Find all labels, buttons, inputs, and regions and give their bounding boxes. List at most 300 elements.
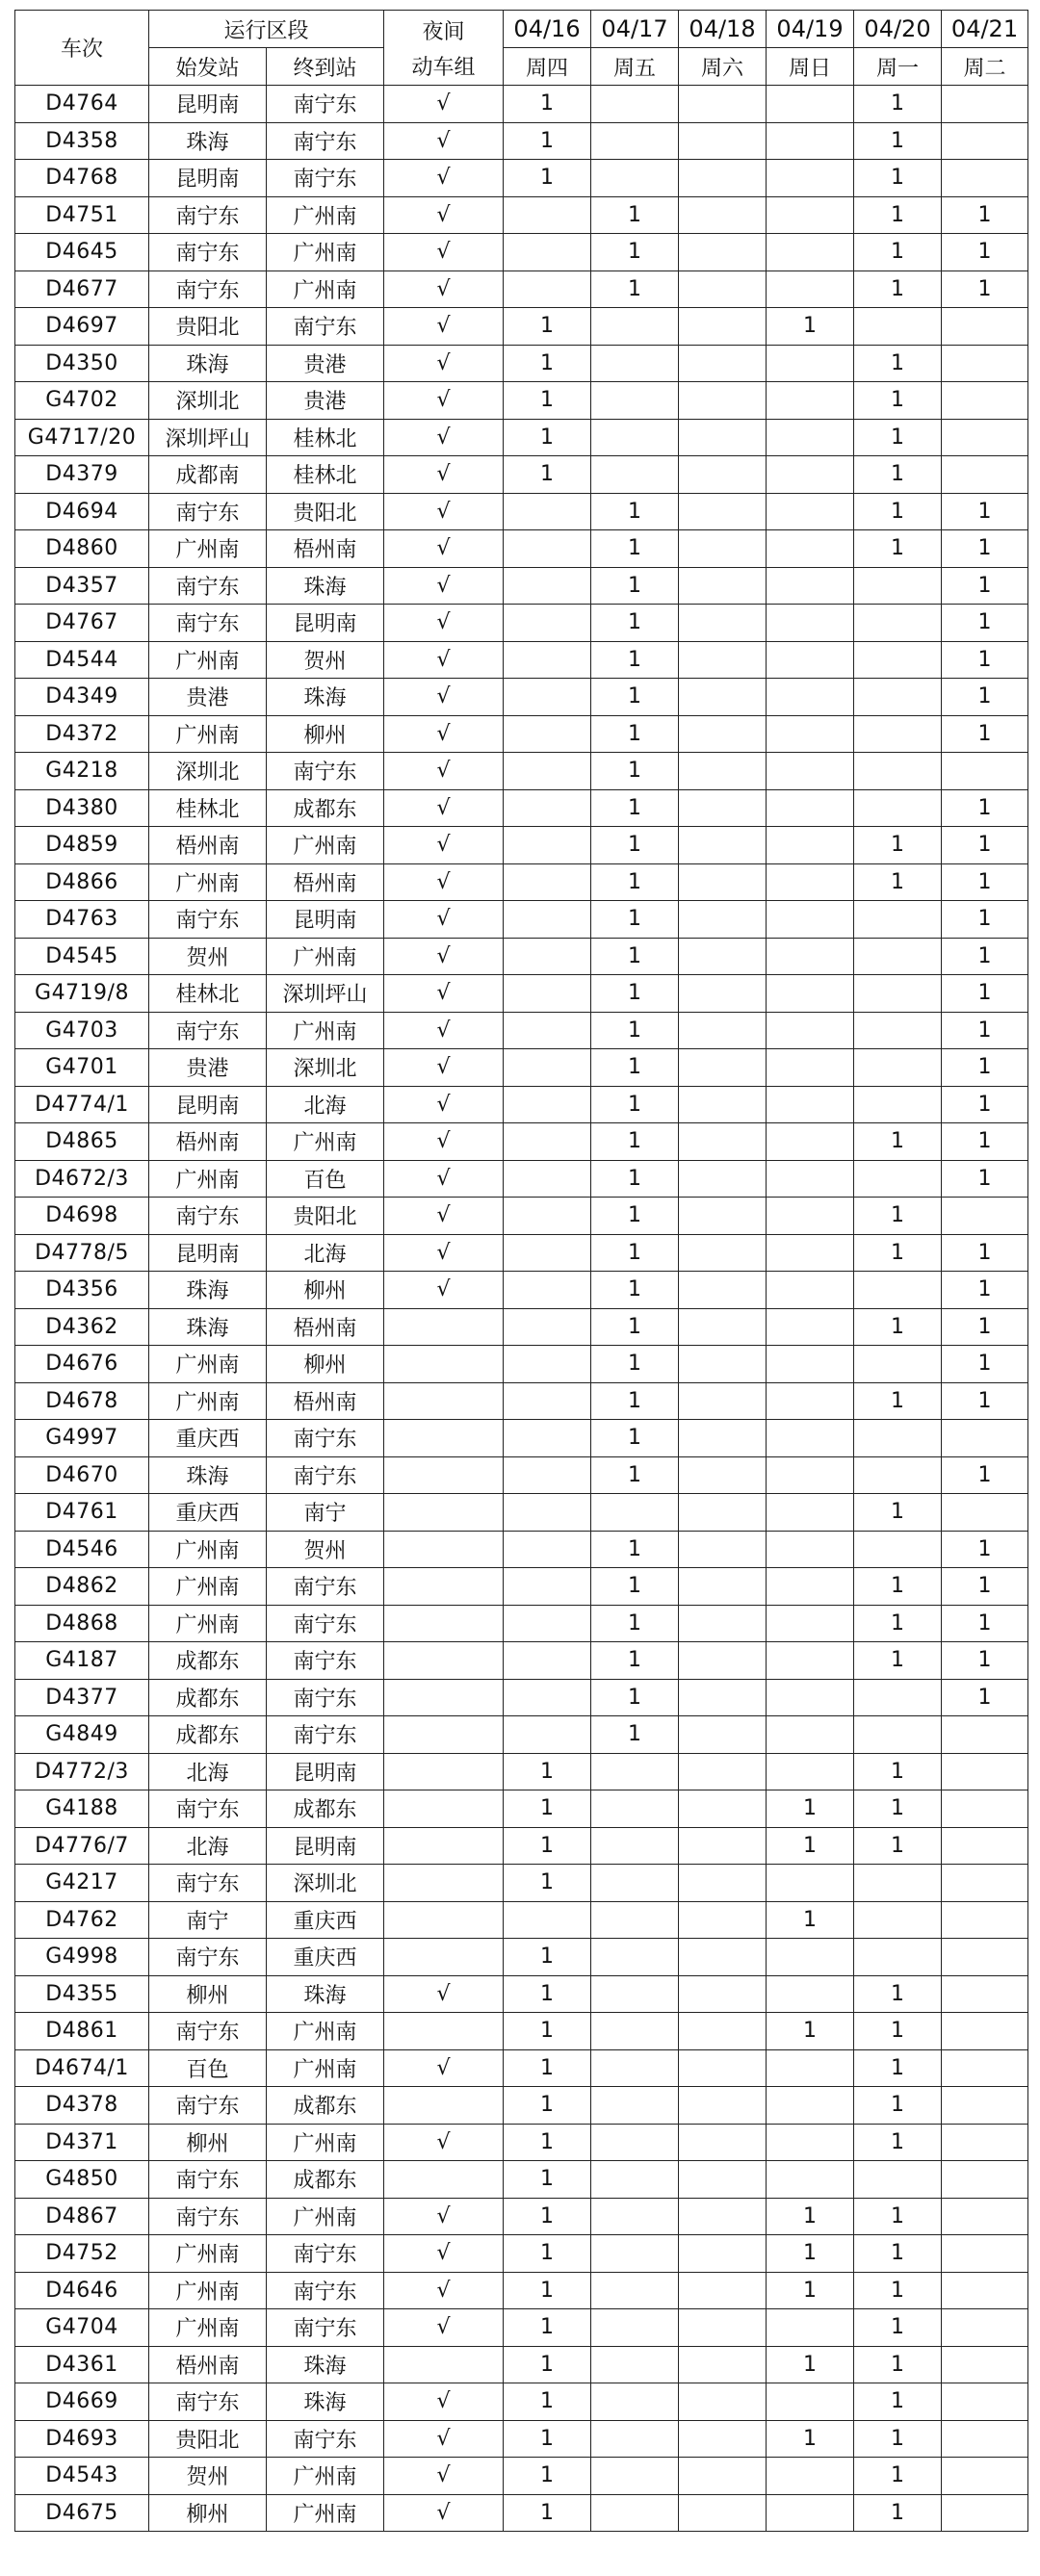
day-6-cell: 1 bbox=[942, 1531, 1028, 1568]
day-3-cell bbox=[679, 86, 767, 123]
day-1-cell bbox=[504, 493, 591, 530]
day-6-cell: 1 bbox=[942, 1568, 1028, 1606]
day-2-cell bbox=[591, 308, 679, 346]
train-number-cell: D4379 bbox=[15, 456, 149, 494]
night-emu-cell: √ bbox=[384, 2420, 504, 2458]
day-6-cell bbox=[942, 1198, 1028, 1235]
train-number-cell: G4717/20 bbox=[15, 419, 149, 456]
night-emu-cell: √ bbox=[384, 567, 504, 605]
day-3-cell bbox=[679, 345, 767, 382]
day-3-cell bbox=[679, 122, 767, 160]
day-5-cell: 1 bbox=[854, 1494, 942, 1532]
table-row bbox=[15, 2420, 1028, 2458]
header-date-5: 04/20 bbox=[854, 11, 942, 48]
destination-station-cell: 南宁东 bbox=[267, 122, 384, 160]
destination-station-cell: 北海 bbox=[267, 1086, 384, 1123]
destination-station-cell: 南宁东 bbox=[267, 2420, 384, 2458]
train-number-cell: D4861 bbox=[15, 2013, 149, 2050]
destination-station-cell: 南宁东 bbox=[267, 1679, 384, 1716]
day-4-cell bbox=[767, 2309, 854, 2347]
day-3-cell bbox=[679, 938, 767, 975]
train-number-cell: D4362 bbox=[15, 1308, 149, 1346]
day-1-cell bbox=[504, 1901, 591, 1939]
train-number-cell: D4675 bbox=[15, 2494, 149, 2532]
origin-station-cell: 贺州 bbox=[149, 938, 267, 975]
day-5-cell bbox=[854, 1939, 942, 1976]
table-row bbox=[15, 86, 1028, 123]
day-6-cell bbox=[942, 308, 1028, 346]
destination-station-cell: 昆明南 bbox=[267, 1827, 384, 1865]
destination-station-cell: 广州南 bbox=[267, 270, 384, 308]
day-3-cell bbox=[679, 2494, 767, 2532]
destination-station-cell: 南宁东 bbox=[267, 308, 384, 346]
day-6-cell bbox=[942, 160, 1028, 197]
table-row bbox=[15, 1716, 1028, 1754]
day-1-cell bbox=[504, 1198, 591, 1235]
destination-station-cell: 广州南 bbox=[267, 2124, 384, 2161]
day-2-cell bbox=[591, 1494, 679, 1532]
night-emu-cell: √ bbox=[384, 2198, 504, 2235]
table-row bbox=[15, 2124, 1028, 2161]
night-emu-cell: √ bbox=[384, 1086, 504, 1123]
day-2-cell bbox=[591, 2309, 679, 2347]
day-5-cell bbox=[854, 2161, 942, 2199]
day-1-cell: 1 bbox=[504, 2272, 591, 2309]
header-date-3: 04/18 bbox=[679, 11, 767, 48]
night-emu-cell: √ bbox=[384, 605, 504, 642]
night-emu-cell bbox=[384, 1865, 504, 1902]
night-emu-cell: √ bbox=[384, 2049, 504, 2087]
destination-station-cell: 南宁东 bbox=[267, 753, 384, 790]
destination-station-cell: 南宁东 bbox=[267, 2235, 384, 2273]
day-5-cell bbox=[854, 1420, 942, 1457]
day-5-cell: 1 bbox=[854, 234, 942, 271]
day-5-cell: 1 bbox=[854, 1975, 942, 2013]
origin-station-cell: 南宁东 bbox=[149, 2013, 267, 2050]
day-4-cell: 1 bbox=[767, 1827, 854, 1865]
origin-station-cell: 南宁东 bbox=[149, 1865, 267, 1902]
day-5-cell bbox=[854, 975, 942, 1013]
origin-station-cell: 珠海 bbox=[149, 1456, 267, 1494]
day-1-cell: 1 bbox=[504, 2309, 591, 2347]
day-2-cell: 1 bbox=[591, 1272, 679, 1309]
day-3-cell bbox=[679, 419, 767, 456]
day-2-cell: 1 bbox=[591, 567, 679, 605]
day-5-cell: 1 bbox=[854, 345, 942, 382]
day-6-cell bbox=[942, 2494, 1028, 2532]
night-emu-cell bbox=[384, 1716, 504, 1754]
night-emu-cell bbox=[384, 1382, 504, 1420]
night-emu-cell bbox=[384, 1568, 504, 1606]
day-2-cell bbox=[591, 382, 679, 420]
destination-station-cell: 深圳北 bbox=[267, 1049, 384, 1087]
table-row bbox=[15, 1605, 1028, 1642]
origin-station-cell: 广州南 bbox=[149, 715, 267, 753]
night-emu-cell: √ bbox=[384, 86, 504, 123]
destination-station-cell: 贵港 bbox=[267, 382, 384, 420]
day-6-cell: 1 bbox=[942, 1049, 1028, 1087]
train-number-cell: D4694 bbox=[15, 493, 149, 530]
origin-station-cell: 成都东 bbox=[149, 1679, 267, 1716]
day-4-cell bbox=[767, 567, 854, 605]
day-2-cell: 1 bbox=[591, 1420, 679, 1457]
table-row bbox=[15, 1272, 1028, 1309]
day-6-cell: 1 bbox=[942, 901, 1028, 939]
day-4-cell bbox=[767, 86, 854, 123]
origin-station-cell: 贵港 bbox=[149, 679, 267, 716]
destination-station-cell: 柳州 bbox=[267, 715, 384, 753]
table-row bbox=[15, 863, 1028, 901]
header-weekday-4: 周日 bbox=[767, 48, 854, 86]
day-3-cell bbox=[679, 308, 767, 346]
day-1-cell bbox=[504, 1531, 591, 1568]
day-5-cell: 1 bbox=[854, 2458, 942, 2495]
origin-station-cell: 珠海 bbox=[149, 345, 267, 382]
day-1-cell: 1 bbox=[504, 456, 591, 494]
day-6-cell: 1 bbox=[942, 715, 1028, 753]
destination-station-cell: 梧州南 bbox=[267, 1382, 384, 1420]
day-3-cell bbox=[679, 1568, 767, 1606]
origin-station-cell: 梧州南 bbox=[149, 1123, 267, 1161]
day-4-cell bbox=[767, 975, 854, 1013]
destination-station-cell: 南宁东 bbox=[267, 1568, 384, 1606]
day-5-cell: 1 bbox=[854, 2346, 942, 2383]
day-1-cell bbox=[504, 938, 591, 975]
day-3-cell bbox=[679, 1531, 767, 1568]
night-emu-cell bbox=[384, 1531, 504, 1568]
night-emu-cell: √ bbox=[384, 2309, 504, 2347]
day-5-cell: 1 bbox=[854, 419, 942, 456]
day-3-cell bbox=[679, 1012, 767, 1049]
destination-station-cell: 北海 bbox=[267, 1234, 384, 1272]
day-1-cell bbox=[504, 270, 591, 308]
train-number-cell: G4702 bbox=[15, 382, 149, 420]
origin-station-cell: 南宁东 bbox=[149, 901, 267, 939]
destination-station-cell: 梧州南 bbox=[267, 1308, 384, 1346]
day-4-cell bbox=[767, 234, 854, 271]
destination-station-cell: 南宁东 bbox=[267, 1642, 384, 1680]
day-4-cell bbox=[767, 160, 854, 197]
day-3-cell bbox=[679, 2346, 767, 2383]
train-number-cell: D4356 bbox=[15, 1272, 149, 1309]
day-1-cell bbox=[504, 1642, 591, 1680]
day-1-cell: 1 bbox=[504, 2235, 591, 2273]
destination-station-cell: 重庆西 bbox=[267, 1901, 384, 1939]
day-2-cell: 1 bbox=[591, 1160, 679, 1198]
day-4-cell bbox=[767, 345, 854, 382]
origin-station-cell: 南宁东 bbox=[149, 270, 267, 308]
day-5-cell bbox=[854, 1901, 942, 1939]
day-4-cell bbox=[767, 827, 854, 864]
day-2-cell bbox=[591, 2124, 679, 2161]
day-5-cell bbox=[854, 641, 942, 679]
table-row bbox=[15, 1790, 1028, 1828]
destination-station-cell: 成都东 bbox=[267, 2161, 384, 2199]
day-5-cell: 1 bbox=[854, 2124, 942, 2161]
origin-station-cell: 广州南 bbox=[149, 1160, 267, 1198]
day-4-cell: 1 bbox=[767, 2272, 854, 2309]
train-number-cell: D4543 bbox=[15, 2458, 149, 2495]
day-3-cell bbox=[679, 1642, 767, 1680]
day-6-cell: 1 bbox=[942, 1679, 1028, 1716]
day-3-cell bbox=[679, 1901, 767, 1939]
origin-station-cell: 珠海 bbox=[149, 122, 267, 160]
table-row bbox=[15, 2309, 1028, 2347]
train-number-cell: G4849 bbox=[15, 1716, 149, 1754]
day-2-cell: 1 bbox=[591, 1568, 679, 1606]
day-4-cell: 1 bbox=[767, 2420, 854, 2458]
day-4-cell bbox=[767, 1456, 854, 1494]
origin-station-cell: 南宁东 bbox=[149, 493, 267, 530]
day-5-cell: 1 bbox=[854, 2235, 942, 2273]
origin-station-cell: 广州南 bbox=[149, 1531, 267, 1568]
origin-station-cell: 广州南 bbox=[149, 1346, 267, 1383]
day-2-cell bbox=[591, 160, 679, 197]
day-1-cell bbox=[504, 567, 591, 605]
destination-station-cell: 广州南 bbox=[267, 827, 384, 864]
table-row bbox=[15, 901, 1028, 939]
origin-station-cell: 广州南 bbox=[149, 2309, 267, 2347]
night-emu-cell: √ bbox=[384, 1123, 504, 1161]
day-6-cell bbox=[942, 382, 1028, 420]
train-number-cell: G4703 bbox=[15, 1012, 149, 1049]
day-2-cell: 1 bbox=[591, 753, 679, 790]
destination-station-cell: 深圳北 bbox=[267, 1865, 384, 1902]
origin-station-cell: 深圳坪山 bbox=[149, 419, 267, 456]
day-2-cell bbox=[591, 2049, 679, 2087]
table-row bbox=[15, 234, 1028, 271]
train-number-cell: G4997 bbox=[15, 1420, 149, 1457]
day-6-cell: 1 bbox=[942, 1123, 1028, 1161]
origin-station-cell: 南宁东 bbox=[149, 567, 267, 605]
origin-station-cell: 南宁东 bbox=[149, 2161, 267, 2199]
night-emu-cell: √ bbox=[384, 2272, 504, 2309]
destination-station-cell: 广州南 bbox=[267, 2198, 384, 2235]
day-6-cell bbox=[942, 86, 1028, 123]
day-3-cell bbox=[679, 605, 767, 642]
day-1-cell bbox=[504, 234, 591, 271]
night-emu-cell bbox=[384, 1605, 504, 1642]
train-number-cell: D4646 bbox=[15, 2272, 149, 2309]
day-2-cell bbox=[591, 2161, 679, 2199]
destination-station-cell: 梧州南 bbox=[267, 530, 384, 568]
day-1-cell bbox=[504, 1049, 591, 1087]
train-number-cell: D4764 bbox=[15, 86, 149, 123]
table-row bbox=[15, 2383, 1028, 2421]
day-2-cell: 1 bbox=[591, 1605, 679, 1642]
origin-station-cell: 柳州 bbox=[149, 2494, 267, 2532]
night-emu-cell: √ bbox=[384, 975, 504, 1013]
origin-station-cell: 广州南 bbox=[149, 641, 267, 679]
day-5-cell bbox=[854, 901, 942, 939]
day-1-cell bbox=[504, 1494, 591, 1532]
day-4-cell: 1 bbox=[767, 2198, 854, 2235]
table-row bbox=[15, 456, 1028, 494]
day-6-cell bbox=[942, 2235, 1028, 2273]
day-4-cell bbox=[767, 1642, 854, 1680]
destination-station-cell: 南宁东 bbox=[267, 1456, 384, 1494]
day-1-cell: 1 bbox=[504, 160, 591, 197]
day-2-cell bbox=[591, 1975, 679, 2013]
origin-station-cell: 柳州 bbox=[149, 1975, 267, 2013]
day-1-cell bbox=[504, 530, 591, 568]
day-2-cell bbox=[591, 1753, 679, 1790]
day-2-cell: 1 bbox=[591, 234, 679, 271]
day-3-cell bbox=[679, 1234, 767, 1272]
header-weekday-3: 周六 bbox=[679, 48, 767, 86]
day-2-cell: 1 bbox=[591, 789, 679, 827]
origin-station-cell: 昆明南 bbox=[149, 86, 267, 123]
day-4-cell bbox=[767, 2494, 854, 2532]
day-5-cell bbox=[854, 308, 942, 346]
night-emu-cell: √ bbox=[384, 2458, 504, 2495]
table-row bbox=[15, 1642, 1028, 1680]
day-6-cell bbox=[942, 2013, 1028, 2050]
table-row bbox=[15, 1049, 1028, 1087]
day-2-cell: 1 bbox=[591, 270, 679, 308]
day-2-cell bbox=[591, 2013, 679, 2050]
origin-station-cell: 广州南 bbox=[149, 2235, 267, 2273]
day-2-cell bbox=[591, 1827, 679, 1865]
day-1-cell bbox=[504, 1160, 591, 1198]
day-1-cell: 1 bbox=[504, 2383, 591, 2421]
train-number-cell: D4674/1 bbox=[15, 2049, 149, 2087]
destination-station-cell: 桂林北 bbox=[267, 456, 384, 494]
day-5-cell: 1 bbox=[854, 1827, 942, 1865]
table-row bbox=[15, 1827, 1028, 1865]
day-3-cell bbox=[679, 863, 767, 901]
destination-station-cell: 广州南 bbox=[267, 196, 384, 234]
day-6-cell: 1 bbox=[942, 196, 1028, 234]
day-6-cell: 1 bbox=[942, 827, 1028, 864]
origin-station-cell: 成都东 bbox=[149, 1642, 267, 1680]
night-emu-cell: √ bbox=[384, 196, 504, 234]
day-2-cell bbox=[591, 345, 679, 382]
day-1-cell bbox=[504, 196, 591, 234]
day-3-cell bbox=[679, 2013, 767, 2050]
day-1-cell: 1 bbox=[504, 2161, 591, 2199]
day-3-cell bbox=[679, 827, 767, 864]
day-6-cell: 1 bbox=[942, 234, 1028, 271]
origin-station-cell: 南宁东 bbox=[149, 2087, 267, 2125]
day-4-cell bbox=[767, 1382, 854, 1420]
table-row bbox=[15, 1382, 1028, 1420]
origin-station-cell: 贵阳北 bbox=[149, 308, 267, 346]
table-row bbox=[15, 753, 1028, 790]
origin-station-cell: 百色 bbox=[149, 2049, 267, 2087]
table-row bbox=[15, 2013, 1028, 2050]
train-number-cell: D4868 bbox=[15, 1605, 149, 1642]
table-row bbox=[15, 493, 1028, 530]
day-4-cell bbox=[767, 270, 854, 308]
day-1-cell: 1 bbox=[504, 2124, 591, 2161]
day-1-cell bbox=[504, 975, 591, 1013]
day-3-cell bbox=[679, 715, 767, 753]
train-number-cell: D4545 bbox=[15, 938, 149, 975]
destination-station-cell: 广州南 bbox=[267, 2458, 384, 2495]
day-5-cell bbox=[854, 1272, 942, 1309]
train-number-cell: D4361 bbox=[15, 2346, 149, 2383]
day-3-cell bbox=[679, 679, 767, 716]
night-emu-cell: √ bbox=[384, 530, 504, 568]
day-4-cell bbox=[767, 1308, 854, 1346]
day-5-cell bbox=[854, 753, 942, 790]
header-section: 运行区段 bbox=[149, 11, 384, 48]
train-number-cell: D4677 bbox=[15, 270, 149, 308]
day-4-cell bbox=[767, 2124, 854, 2161]
destination-station-cell: 成都东 bbox=[267, 1790, 384, 1828]
day-6-cell: 1 bbox=[942, 605, 1028, 642]
day-1-cell: 1 bbox=[504, 382, 591, 420]
day-2-cell: 1 bbox=[591, 1642, 679, 1680]
day-3-cell bbox=[679, 901, 767, 939]
destination-station-cell: 广州南 bbox=[267, 234, 384, 271]
day-6-cell: 1 bbox=[942, 679, 1028, 716]
day-1-cell: 1 bbox=[504, 1827, 591, 1865]
night-emu-cell bbox=[384, 1420, 504, 1457]
train-number-cell: D4698 bbox=[15, 1198, 149, 1235]
header-date-2: 04/17 bbox=[591, 11, 679, 48]
day-5-cell bbox=[854, 938, 942, 975]
day-6-cell bbox=[942, 753, 1028, 790]
day-1-cell: 1 bbox=[504, 1939, 591, 1976]
day-6-cell: 1 bbox=[942, 938, 1028, 975]
day-6-cell: 1 bbox=[942, 1272, 1028, 1309]
day-4-cell bbox=[767, 2458, 854, 2495]
day-2-cell: 1 bbox=[591, 196, 679, 234]
day-3-cell bbox=[679, 1382, 767, 1420]
train-number-cell: G4187 bbox=[15, 1642, 149, 1680]
day-3-cell bbox=[679, 530, 767, 568]
night-emu-cell bbox=[384, 1753, 504, 1790]
day-5-cell: 1 bbox=[854, 2087, 942, 2125]
train-number-cell: D4867 bbox=[15, 2198, 149, 2235]
day-2-cell bbox=[591, 2383, 679, 2421]
day-2-cell: 1 bbox=[591, 1123, 679, 1161]
train-number-cell: D4378 bbox=[15, 2087, 149, 2125]
day-1-cell bbox=[504, 1716, 591, 1754]
day-1-cell bbox=[504, 1308, 591, 1346]
destination-station-cell: 贺州 bbox=[267, 1531, 384, 1568]
destination-station-cell: 深圳坪山 bbox=[267, 975, 384, 1013]
night-emu-cell: √ bbox=[384, 2124, 504, 2161]
destination-station-cell: 昆明南 bbox=[267, 901, 384, 939]
header-train-number: 车次 bbox=[15, 11, 149, 86]
day-4-cell bbox=[767, 1753, 854, 1790]
table-row bbox=[15, 975, 1028, 1013]
night-emu-cell bbox=[384, 2087, 504, 2125]
night-emu-cell: √ bbox=[384, 679, 504, 716]
train-number-cell: D4358 bbox=[15, 122, 149, 160]
table-row bbox=[15, 567, 1028, 605]
day-3-cell bbox=[679, 1308, 767, 1346]
destination-station-cell: 百色 bbox=[267, 1160, 384, 1198]
day-6-cell bbox=[942, 456, 1028, 494]
train-number-cell: D4672/3 bbox=[15, 1160, 149, 1198]
day-2-cell: 1 bbox=[591, 1679, 679, 1716]
train-number-cell: D4751 bbox=[15, 196, 149, 234]
day-3-cell bbox=[679, 2309, 767, 2347]
train-number-cell: D4752 bbox=[15, 2235, 149, 2273]
header-night-emu bbox=[384, 11, 504, 86]
day-6-cell bbox=[942, 2420, 1028, 2458]
destination-station-cell: 珠海 bbox=[267, 567, 384, 605]
night-emu-cell: √ bbox=[384, 160, 504, 197]
day-3-cell bbox=[679, 1827, 767, 1865]
table-row bbox=[15, 160, 1028, 197]
night-emu-cell: √ bbox=[384, 1975, 504, 2013]
day-6-cell: 1 bbox=[942, 789, 1028, 827]
